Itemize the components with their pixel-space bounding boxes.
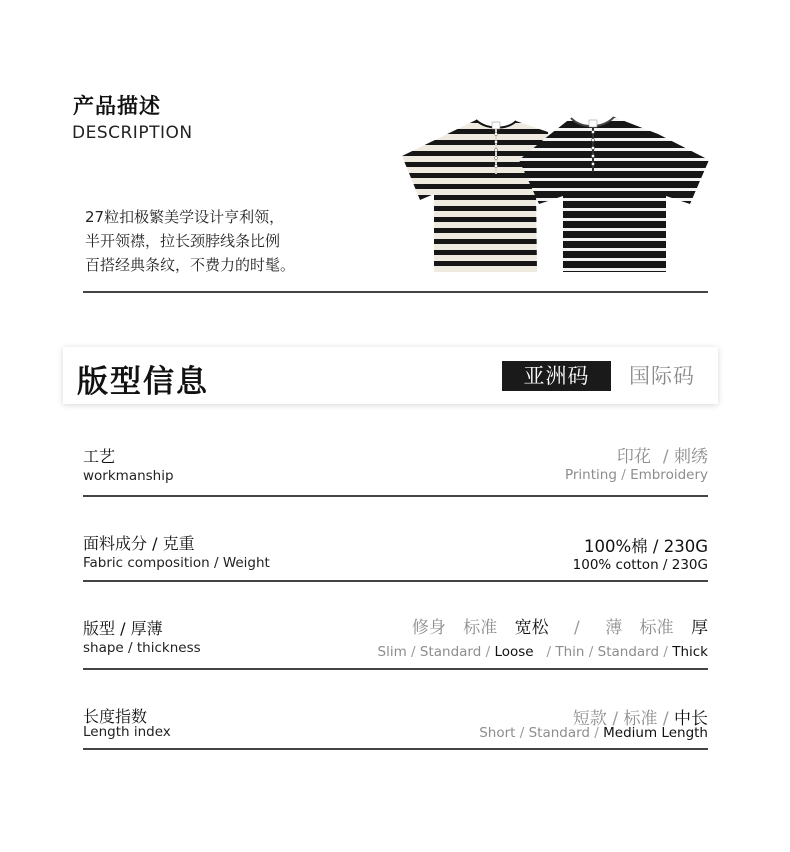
size-info-title: 版型信息	[77, 364, 209, 400]
shape-label-cn: 版型 / 厚薄	[83, 619, 163, 638]
separator: /	[594, 725, 599, 741]
fabric-label-en: Fabric composition / Weight	[83, 555, 270, 571]
workmanship-row	[83, 442, 708, 500]
shape-label-en: shape / thickness	[83, 640, 201, 656]
option-printing-en: Printing	[564, 467, 617, 483]
option-loose-cn: 宽松	[514, 618, 549, 638]
separator: /	[574, 618, 580, 638]
divider	[83, 291, 708, 293]
tab-international-size[interactable]: 国际码	[629, 364, 695, 388]
length-options-en	[479, 725, 708, 741]
description-line: 百搭经典条纹，不费力的时髦。	[85, 256, 296, 274]
option-embroidery-cn: 刺绣	[674, 447, 708, 467]
option-slim-en: Slim	[377, 644, 407, 660]
option-medium-cn: 中长	[674, 709, 708, 729]
size-info-header	[63, 347, 718, 404]
row-divider	[83, 748, 708, 750]
separator: /	[662, 709, 669, 729]
option-embroidery-en: Embroidery	[630, 467, 708, 483]
option-standard-en: Standard	[528, 725, 590, 741]
shape-options-cn	[412, 613, 708, 638]
option-short-cn: 短款	[572, 709, 607, 729]
option-standard2-cn: 标准	[639, 618, 674, 638]
description-text	[85, 205, 295, 277]
row-divider	[83, 580, 708, 582]
option-thin-en: Thin	[555, 644, 585, 660]
option-standard2-en: Standard	[597, 644, 660, 660]
option-standard-cn: 标准	[623, 709, 658, 729]
option-slim-cn: 修身	[411, 618, 446, 638]
option-loose-en: Loose	[494, 644, 534, 660]
shape-row	[83, 613, 708, 673]
separator: /	[546, 644, 552, 660]
separator: /	[621, 467, 626, 483]
workmanship-label-en: workmanship	[83, 468, 174, 484]
tab-asian-size[interactable]: 亚洲码	[502, 361, 611, 391]
option-thick-en: Thick	[672, 644, 708, 660]
fabric-value-en: 100% cotton / 230G	[572, 557, 708, 573]
separator: /	[663, 644, 668, 660]
length-label-cn: 长度指数	[83, 707, 148, 726]
separator: /	[485, 644, 491, 660]
separator: /	[662, 447, 669, 467]
option-short-en: Short	[479, 725, 516, 741]
option-standard-cn: 标准	[463, 618, 498, 638]
fabric-value-cn: 100%棉 / 230G	[584, 537, 708, 556]
workmanship-options-cn	[617, 442, 708, 467]
fabric-label-cn: 面料成分 / 克重	[83, 534, 195, 553]
description-title-cn: 产品描述	[73, 94, 161, 118]
row-divider	[83, 495, 708, 497]
description-line: 27粒扣极繁美学设计亨利领，	[85, 208, 285, 226]
product-image	[398, 112, 713, 277]
length-label-en: Length index	[83, 724, 171, 740]
workmanship-label-cn: 工艺	[83, 447, 116, 466]
description-line: 半开领襟，拉长颈脖线条比例	[85, 232, 281, 250]
row-divider	[83, 668, 708, 670]
separator: /	[588, 644, 594, 660]
separator: /	[519, 725, 525, 741]
separator: /	[612, 709, 619, 729]
option-printing-cn: 印花	[616, 447, 651, 467]
white-striped-shirt	[398, 112, 558, 277]
option-standard-en: Standard	[419, 644, 482, 660]
option-thick-cn: 厚	[691, 618, 708, 638]
fabric-row	[83, 530, 708, 586]
length-row	[83, 703, 708, 753]
description-title-en: DESCRIPTION	[72, 123, 193, 143]
option-medium-en: Medium Length	[603, 725, 708, 741]
separator: /	[411, 644, 416, 660]
shape-options-en	[378, 644, 709, 660]
workmanship-options-en	[565, 467, 708, 483]
option-thin-cn: 薄	[605, 618, 623, 638]
